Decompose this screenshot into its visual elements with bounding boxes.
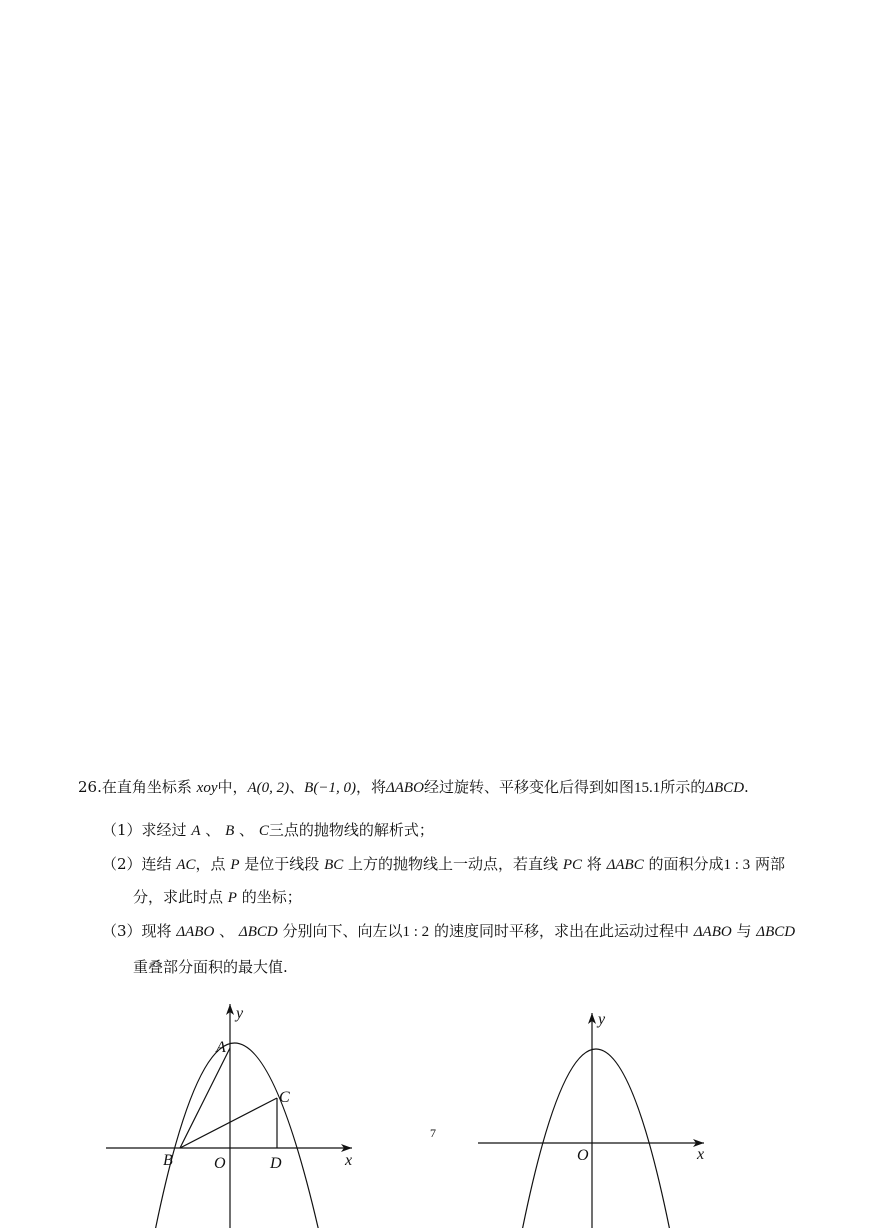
label-y: y <box>598 1011 606 1028</box>
math-tri-bcd: ΔBCD <box>756 924 796 940</box>
math-tri-bcd: ΔBCD <box>238 924 278 940</box>
label-x: x <box>345 1152 353 1169</box>
label-o: O <box>214 1155 226 1172</box>
text: 三点的抛物线的解析式； <box>268 821 434 839</box>
part-label: （2） <box>102 855 142 873</box>
text: 、 <box>219 922 235 940</box>
text: 将 <box>586 855 602 873</box>
math-ratio: 1 : 3 <box>723 857 751 873</box>
parabola-curve <box>521 1049 671 1228</box>
text: 连结 <box>141 855 172 873</box>
label-o: O <box>577 1147 589 1164</box>
label-b: B <box>163 1152 173 1169</box>
page-number: 7 <box>430 1126 436 1140</box>
figure-right <box>478 1011 704 1228</box>
text: 所示的 <box>660 778 706 796</box>
math-pc: PC <box>562 857 582 873</box>
text: 分，求此时点 <box>133 888 224 906</box>
math-c: C <box>258 823 269 839</box>
math-p: P <box>230 857 240 873</box>
math-xoy: xoy <box>196 780 218 796</box>
text: 在直角坐标系 <box>101 778 192 796</box>
label-d: D <box>270 1155 282 1172</box>
text: 、 <box>239 821 255 839</box>
math-ac: AC <box>176 857 196 873</box>
math-tri-abo: ΔABO <box>385 780 424 796</box>
text: 分别向下、向左以 <box>282 922 403 940</box>
text: 的面积分成 <box>648 855 724 873</box>
text: 的坐标； <box>241 888 302 906</box>
text: 现将 <box>141 922 172 940</box>
segment-ba <box>180 1048 230 1148</box>
label-y: y <box>236 1005 244 1022</box>
label-c: C <box>279 1089 290 1106</box>
math-point-b: B(−1, 0) <box>304 780 356 796</box>
text: 与 <box>736 922 752 940</box>
text: 、 <box>205 821 221 839</box>
label-x: x <box>697 1146 705 1163</box>
math-ratio: 1 : 2 <box>402 924 430 940</box>
math-bc: BC <box>324 857 344 873</box>
text: 上方的抛物线上一动点，若直线 <box>348 855 559 873</box>
label-a: A <box>216 1039 226 1056</box>
problem-number: 26. <box>78 778 102 796</box>
text: 是位于线段 <box>244 855 320 873</box>
text: 、 <box>289 778 305 796</box>
parabola-curve <box>154 1043 320 1228</box>
figure-reference: 15.1 <box>633 780 661 796</box>
text: ，将 <box>355 778 386 796</box>
text: 中， <box>217 778 248 796</box>
math-tri-abc: ΔABC <box>606 857 644 873</box>
math-point-a: A(0, 2) <box>247 780 290 796</box>
math-a: A <box>191 823 201 839</box>
text: 求经过 <box>141 821 187 839</box>
part-label: （1） <box>102 821 142 839</box>
math-b: B <box>225 823 235 839</box>
text: 两部 <box>754 855 785 873</box>
text: ，点 <box>195 855 226 873</box>
text: 的速度同时平移，求出在此运动过程中 <box>433 922 689 940</box>
text: . <box>744 778 749 796</box>
math-p: P <box>227 890 237 906</box>
text: 经过旋转、平移变化后得到如图 <box>423 778 634 796</box>
math-tri-bcd: ΔBCD <box>705 780 745 796</box>
part-label: （3） <box>102 922 142 940</box>
math-tri-abo: ΔABO <box>176 924 215 940</box>
math-tri-abo: ΔABO <box>693 924 732 940</box>
segment-bc <box>180 1098 277 1148</box>
text: 重叠部分面积的最大值. <box>133 958 288 976</box>
